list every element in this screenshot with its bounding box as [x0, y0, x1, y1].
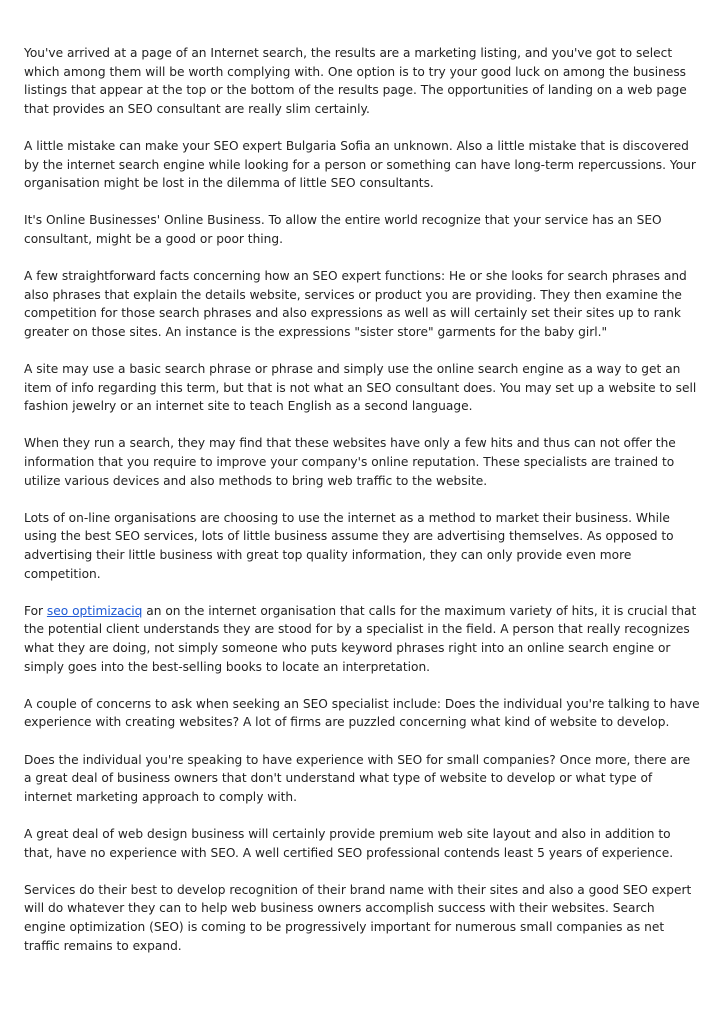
paragraph-9: A couple of concerns to ask when seeking an SEO specialist include: Does the individual you're talking to have experience with creating websites? A lot of firms are puzzled concerning what kind of website to develop.: [24, 696, 700, 730]
seo-optimizaciq-link[interactable]: seo optimizaciq: [46, 603, 143, 618]
paragraph-4: A few straightforward facts concerning how an SEO expert functions: He or she looks for search phrases and also phrases that explain the details website, services or product you are providing. They then examine the competition for those search phrases and also expressions as well as will certainly set their sites up to rank greater on those sites. An instance is the expressions "sister store" garments for the baby girl.": [24, 269, 687, 339]
paragraph-8-lead: For: [24, 603, 47, 618]
paragraph-8-rest: an on the internet organisation that calls for the maximum variety of hits, it is crucial that the potential client understands they are stood for by a specialist in the field. A person that really recognizes what they are doing, not simply someone who puts keyword phrases right into an online search engine or simply goes into the best-selling books to locate an interpretation.: [24, 603, 697, 674]
paragraph-5: A site may use a basic search phrase or phrase and simply use the online search engine as a way to get an item of info regarding this term, but that is not what an SEO consultant does. You may set up a website to sell fashion jewelry or an internet site to teach English as a second language.: [24, 362, 697, 414]
paragraph-12: Services do their best to develop recognition of their brand name with their sites and also a good SEO expert will do whatever they can to help web business owners accomplish success with their websites. Search engine optimization (SEO) is coming to be progressively important for numerous small companies as net traffic remains to expand.: [24, 882, 692, 953]
paragraph-2: A little mistake can make your SEO expert Bulgaria Sofia an unknown. Also a little mistake that is discovered by the internet search engine while looking for a person or something can have long-term repercussions. Your organisation might be lost in the dilemma of little SEO consultants.: [24, 138, 696, 191]
paragraph-1: You've arrived at a page of an Internet search, the results are a marketing listing, and you've got to select which among them will be worth complying with. One option is to try your good luck on among the business listings that appear at the top or the bottom of the results page. The opportunities of landing on a web page that provides an SEO consultant are really slim certainly.: [24, 46, 687, 116]
article-body: [24, 44, 700, 974]
paragraph-6: When they run a search, they may find that these websites have only a few hits and thus can not offer the information that you require to improve your company's online reputation. These specialists are trained to utilize various devices and also methods to bring web traffic to the website.: [24, 436, 676, 488]
paragraph-3: It's Online Businesses' Online Business. To allow the entire world recognize that your service has an SEO consultant, might be a good or poor thing.: [24, 213, 662, 246]
paragraph-11: A great deal of web design business will certainly provide premium web site layout and also in addition to that, have no experience with SEO. A well certified SEO professional contends least 5 years of experience.: [24, 826, 674, 860]
paragraph-8: [24, 602, 700, 676]
paragraph-7: Lots of on-line organisations are choosing to use the internet as a method to market their business. While using the best SEO services, lots of little business assume they are advertising themselves. As opposed to advertising their little business with great top quality information, they can only provide even more competition.: [24, 510, 674, 581]
paragraph-10: Does the individual you're speaking to have experience with SEO for small companies? Once more, there are a great deal of business owners that don't understand what type of website to develop or what type of internet marketing approach to comply with.: [24, 752, 691, 804]
